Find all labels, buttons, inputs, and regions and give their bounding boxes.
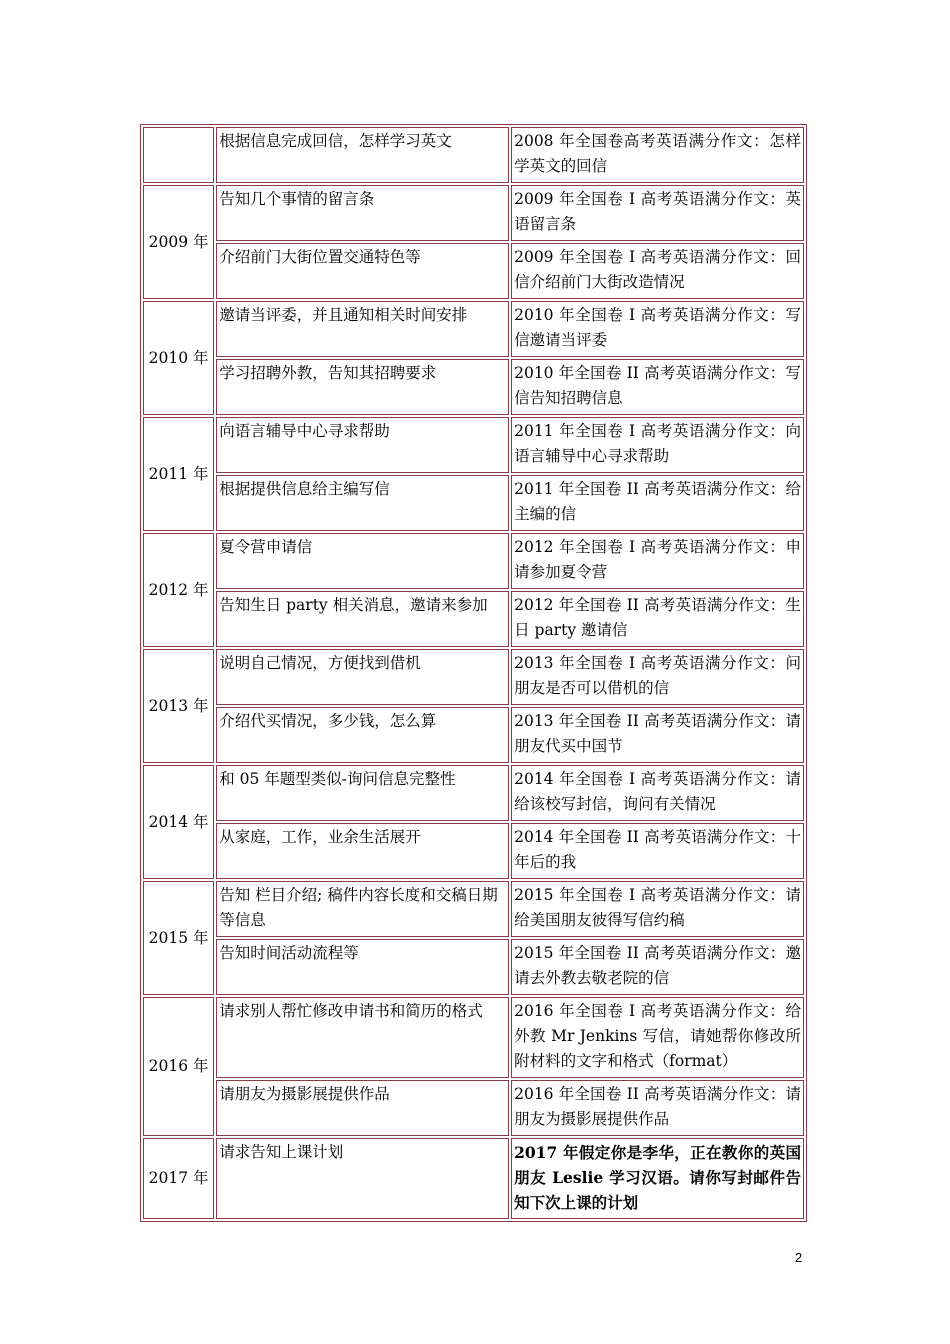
exam-topics-table	[140, 124, 807, 1222]
topic-cell: 介绍代买情况，多少钱，怎么算	[216, 707, 509, 763]
description-cell: 2015 年全国卷 II 高考英语满分作文：邀请去外教去敬老院的信	[511, 939, 804, 995]
year-cell: 2009 年	[143, 185, 214, 299]
year-cell: 2012 年	[143, 533, 214, 647]
description-cell: 2009 年全国卷 I 高考英语满分作文：英语留言条	[511, 185, 804, 241]
table-row	[143, 649, 804, 705]
year-cell: 2014 年	[143, 765, 214, 879]
topic-cell: 夏令营申请信	[216, 533, 509, 589]
topic-cell: 请朋友为摄影展提供作品	[216, 1080, 509, 1136]
description-cell: 2009 年全国卷 I 高考英语满分作文：回信介绍前门大街改造情况	[511, 243, 804, 299]
description-cell: 2008 年全国卷高考英语满分作文：怎样学英文的回信	[511, 127, 804, 183]
topic-cell: 告知生日 party 相关消息，邀请来参加	[216, 591, 509, 647]
table-row	[143, 185, 804, 241]
description-cell: 2012 年全国卷 I 高考英语满分作文：申请参加夏令营	[511, 533, 804, 589]
year-cell: 2011 年	[143, 417, 214, 531]
page-number: 2	[795, 1250, 803, 1265]
topic-cell: 向语言辅导中心寻求帮助	[216, 417, 509, 473]
description-cell: 2011 年全国卷 I 高考英语满分作文：向语言辅导中心寻求帮助	[511, 417, 804, 473]
year-cell: 2010 年	[143, 301, 214, 415]
topic-cell: 从家庭，工作，业余生活展开	[216, 823, 509, 879]
topic-cell: 请求告知上课计划	[216, 1138, 509, 1219]
table-row	[143, 243, 804, 299]
table-row	[143, 707, 804, 763]
description-cell: 2013 年全国卷 I 高考英语满分作文：问朋友是否可以借机的信	[511, 649, 804, 705]
table-row	[143, 823, 804, 879]
year-cell: 2015 年	[143, 881, 214, 995]
topic-cell: 根据提供信息给主编写信	[216, 475, 509, 531]
topic-cell: 告知 栏目介绍; 稿件内容长度和交稿日期等信息	[216, 881, 509, 937]
table-row	[143, 765, 804, 821]
table-row	[143, 1138, 804, 1219]
description-cell: 2016 年全国卷 II 高考英语满分作文：请朋友为摄影展提供作品	[511, 1080, 804, 1136]
year-cell: 2017 年	[143, 1138, 214, 1219]
year-cell: 2013 年	[143, 649, 214, 763]
topic-cell: 邀请当评委，并且通知相关时间安排	[216, 301, 509, 357]
table-row	[143, 997, 804, 1078]
topic-cell: 介绍前门大街位置交通特色等	[216, 243, 509, 299]
table-row	[143, 359, 804, 415]
table-row	[143, 301, 804, 357]
year-cell: 2016 年	[143, 997, 214, 1136]
table-row	[143, 591, 804, 647]
table-row	[143, 881, 804, 937]
table-body	[143, 127, 804, 1219]
table-row	[143, 533, 804, 589]
description-cell: 2017 年假定你是李华，正在教你的英国朋友 Leslie 学习汉语。请你写封邮件告知下次上课的计划	[511, 1138, 804, 1219]
topic-cell: 告知几个事情的留言条	[216, 185, 509, 241]
table-row	[143, 417, 804, 473]
topic-cell: 和 05 年题型类似-询问信息完整性	[216, 765, 509, 821]
description-cell: 2010 年全国卷 I 高考英语满分作文：写信邀请当评委	[511, 301, 804, 357]
description-cell: 2016 年全国卷 I 高考英语满分作文：给外教 Mr Jenkins 写信，请她帮你修改所附材料的文字和格式（format）	[511, 997, 804, 1078]
description-cell: 2012 年全国卷 II 高考英语满分作文：生日 party 邀请信	[511, 591, 804, 647]
year-cell	[143, 127, 214, 183]
topic-cell: 请求别人帮忙修改申请书和简历的格式	[216, 997, 509, 1078]
table-row	[143, 1080, 804, 1136]
description-cell: 2010 年全国卷 II 高考英语满分作文：写信告知招聘信息	[511, 359, 804, 415]
topic-cell: 说明自己情况，方便找到借机	[216, 649, 509, 705]
table-row	[143, 127, 804, 183]
description-cell: 2015 年全国卷 I 高考英语满分作文：请给美国朋友彼得写信约稿	[511, 881, 804, 937]
table-row	[143, 939, 804, 995]
topic-cell: 告知时间活动流程等	[216, 939, 509, 995]
description-cell: 2011 年全国卷 II 高考英语满分作文：给主编的信	[511, 475, 804, 531]
description-cell: 2014 年全国卷 II 高考英语满分作文：十年后的我	[511, 823, 804, 879]
description-cell: 2014 年全国卷 I 高考英语满分作文：请给该校写封信，询问有关情况	[511, 765, 804, 821]
topic-cell: 学习招聘外教，告知其招聘要求	[216, 359, 509, 415]
topic-cell: 根据信息完成回信，怎样学习英文	[216, 127, 509, 183]
table-row	[143, 475, 804, 531]
description-cell: 2013 年全国卷 II 高考英语满分作文：请朋友代买中国节	[511, 707, 804, 763]
